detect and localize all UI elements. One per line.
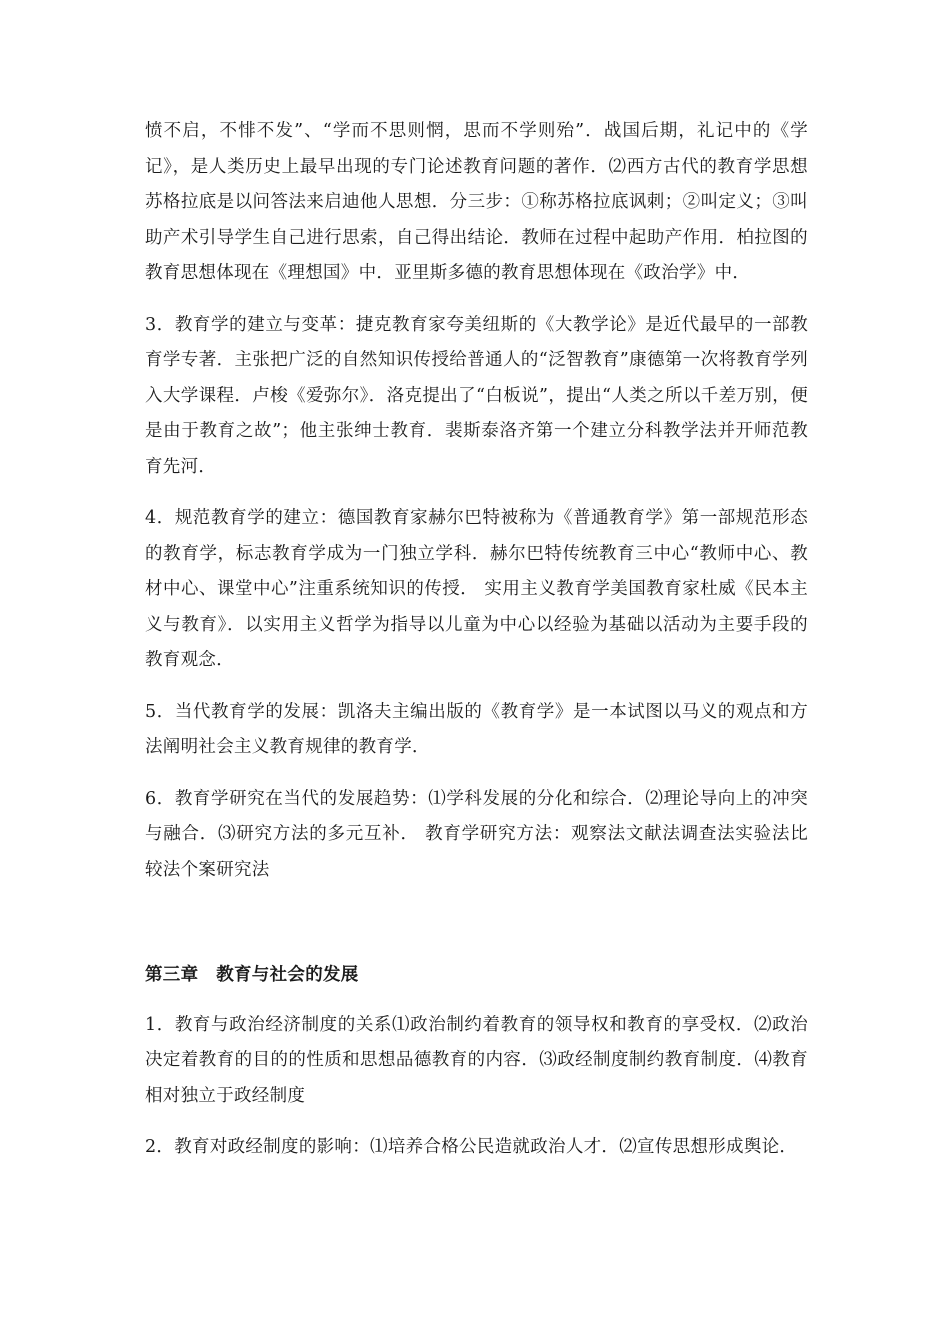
paragraph-education-and-politics: 1．教育与政治经济制度的关系⑴政治制约着教育的领导权和教育的享受权．⑵政治决定着教育的目的的性质和思想品德教育的内容．⑶政经制度制约教育制度．⑷教育相对独立于政经制度: [145, 1014, 808, 1106]
paragraph-ancient-education: 愤不启，不悱不发”、“学而不思则惘，思而不学则殆”．战国后期，礼记中的《学记》，是人类历史上最早出现的专门论述教育问题的著作．⑵西方古代的教育学思想苏格拉底是以问答法来启迪他人思想．分三步：①称苏格拉底讽刺；②叫定义；③叫助产术引导学生自己进行思索，自己得出结论．教师在过程中起助产作用．柏拉图的教育思想体现在《理想国》中．亚里斯多德的教育思想体现在《政治学》中．: [145, 121, 808, 283]
paragraph-research-trends: 6．教育学研究在当代的发展趋势：⑴学科发展的分化和综合．⑵理论导向上的冲突与融合．⑶研究方法的多元互补． 教育学研究方法：观察法文献法调查法实验法比较法个案研究法: [145, 788, 808, 880]
paragraph-contemporary-pedagogy: 5．当代教育学的发展：凯洛夫主编出版的《教育学》是一本试图以马义的观点和方法阐明社会主义教育规律的教育学．: [145, 701, 808, 757]
chapter-title: 第三章 教育与社会的发展: [145, 965, 359, 985]
paragraph-normative-pedagogy: 4．规范教育学的建立：德国教育家赫尔巴特被称为《普通教育学》第一部规范形态的教育学，标志教育学成为一门独立学科．赫尔巴特传统教育三中心“教师中心、教材中心、课堂中心”注重系统知识的传授． 实用主义教育学美国教育家杜威《民本主义与教育》．以实用主义哲学为指导以儿童为中心以经验为基础以活动为主要手段的教育观念．: [145, 508, 808, 670]
paragraph-establishment-of-pedagogy: 3．教育学的建立与变革：捷克教育家夸美纽斯的《大教学论》是近代最早的一部教育学专著．主张把广泛的自然知识传授给普通人的“泛智教育”康德第一次将教育学列入大学课程．卢梭《爱弥尔》．洛克提出了“白板说”，提出“人类之所以千差万别，便是由于教育之故”；他主张绅士教育．裴斯泰洛齐第一个建立分科教学法并开师范教育先河．: [145, 314, 808, 477]
paragraph-education-influence: 2．教育对政经制度的影响：⑴培养合格公民造就政治人才．⑵宣传思想形成舆论．: [145, 1137, 798, 1157]
